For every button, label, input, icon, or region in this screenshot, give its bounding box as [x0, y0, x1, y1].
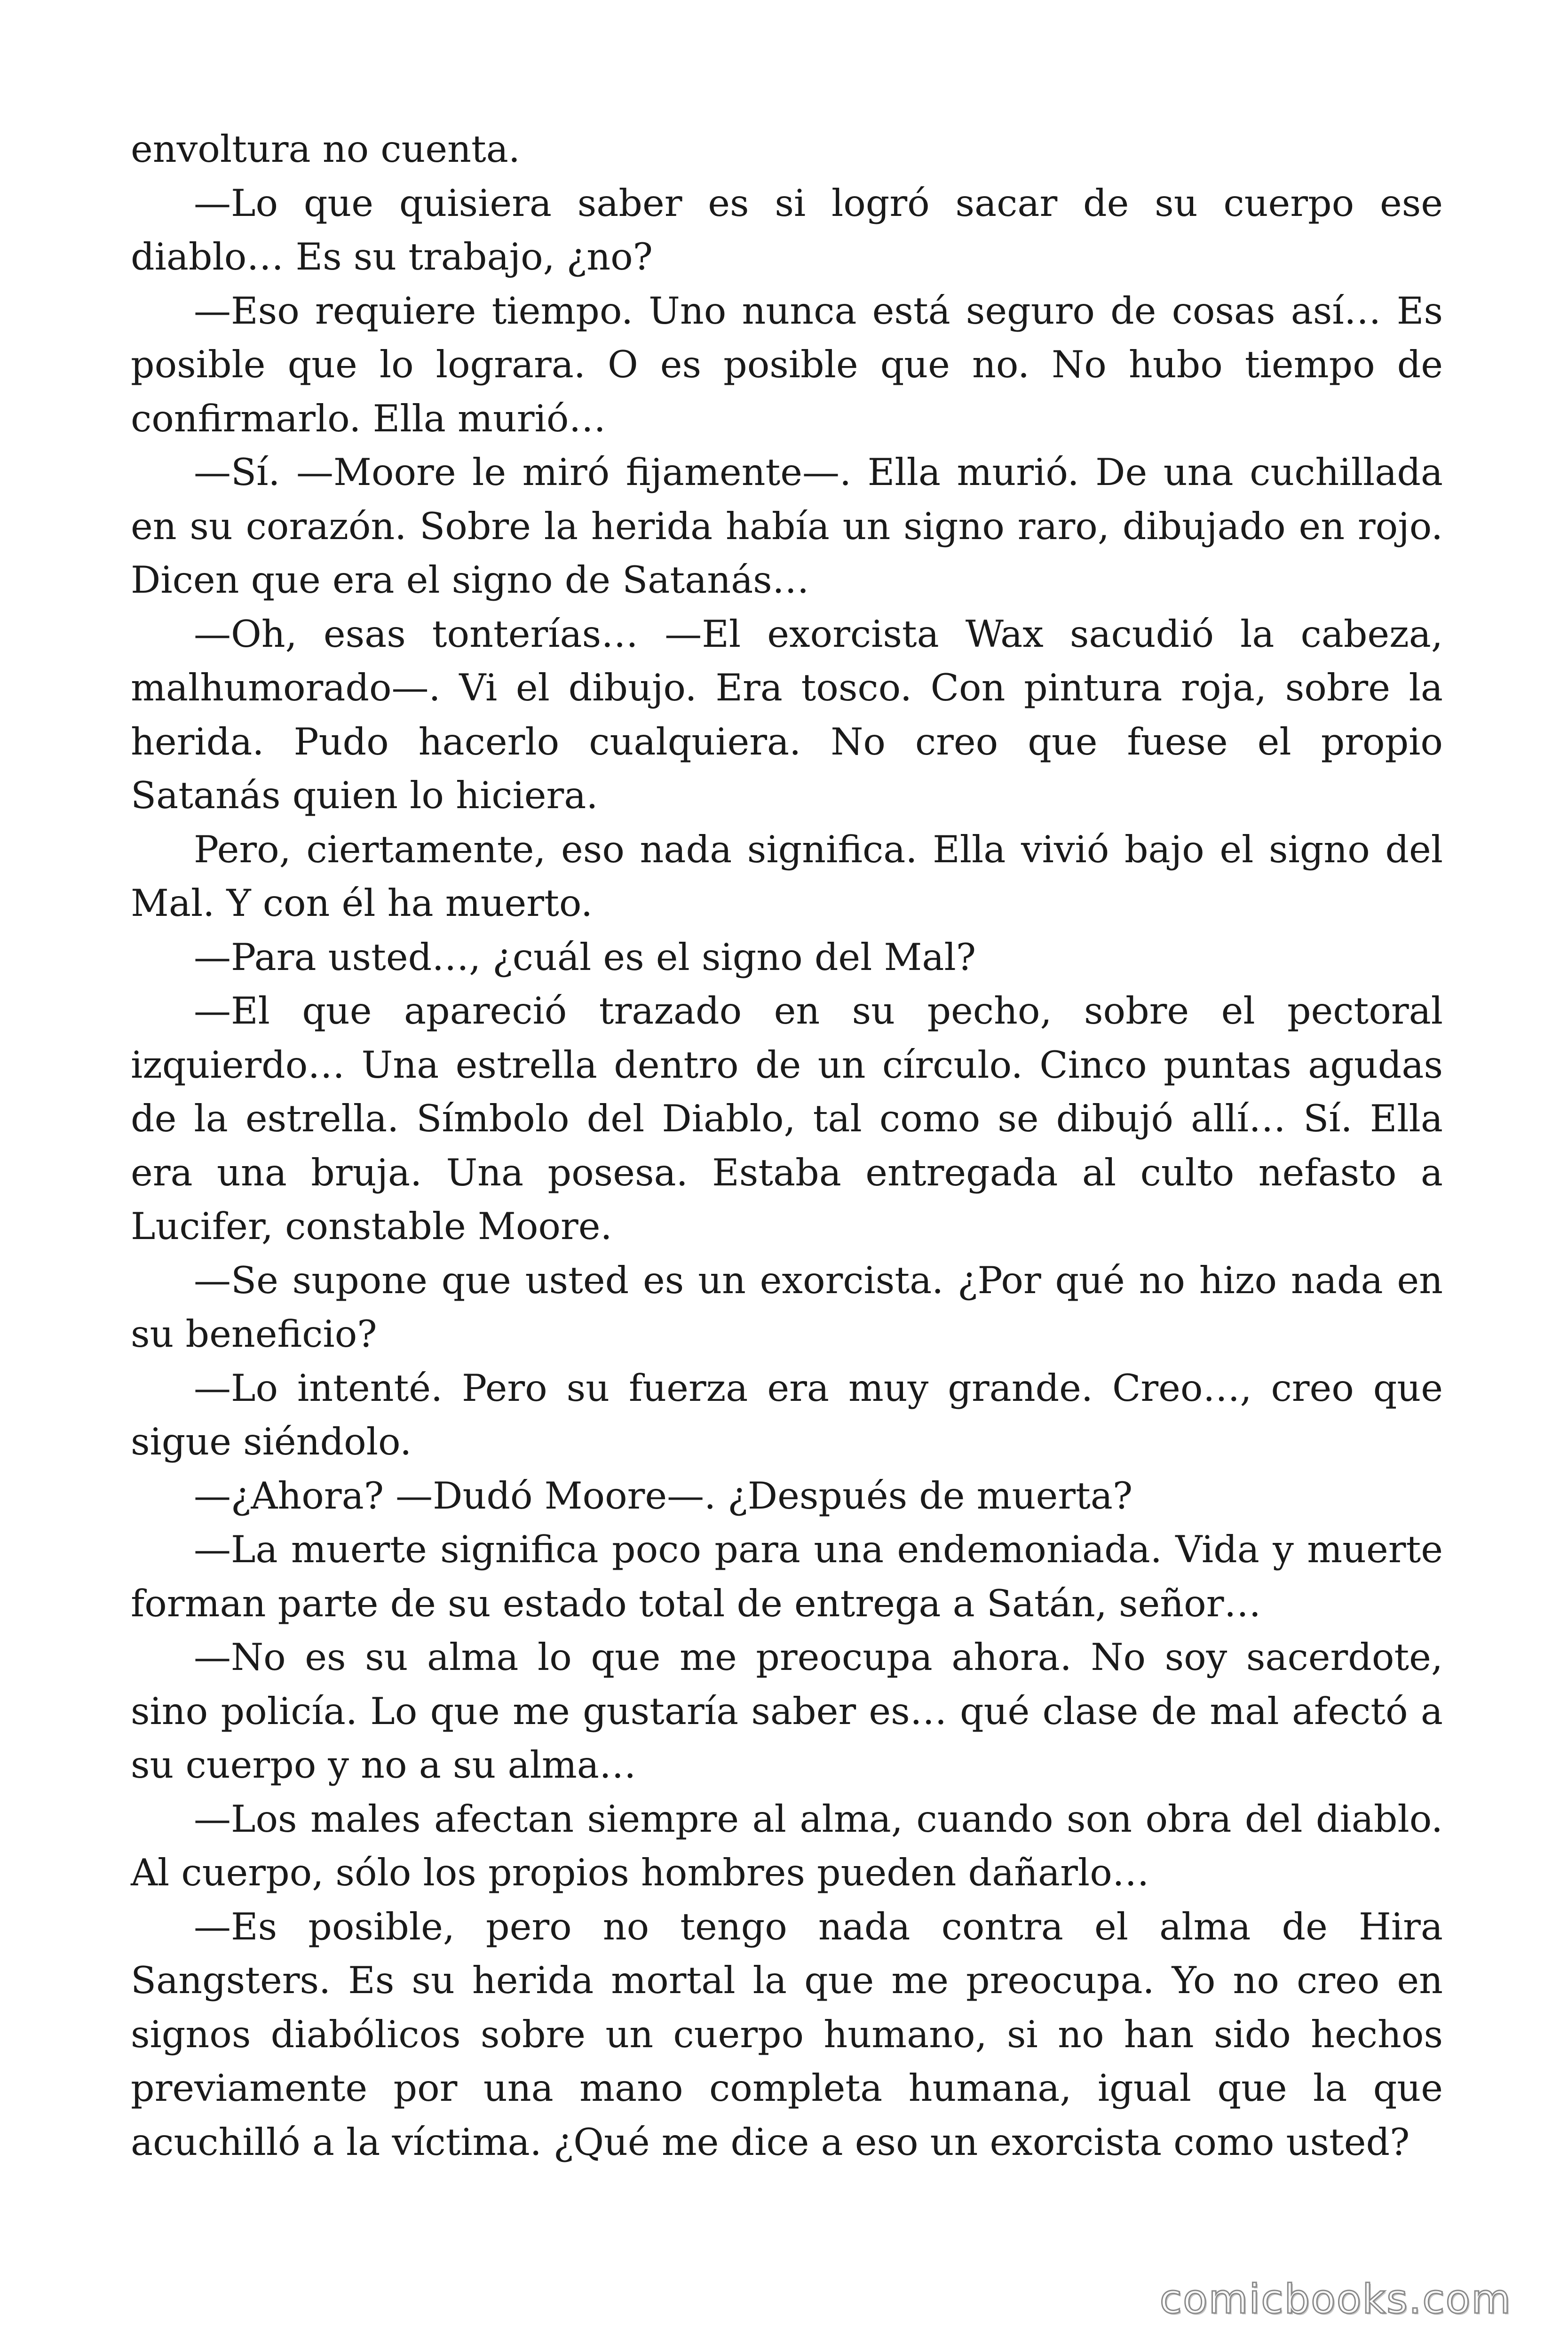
paragraph-10: —Lo intenté. Pero su fuerza era muy grande. Creo…, creo que sigue siéndolo. [131, 1366, 1443, 1463]
paragraph-5: —Oh, esas tonterías… —El exorcista Wax sacudió la cabeza, malhumorado—. Vi el dibujo. Era tosco. Con pintura roja, sobre la herida. Pudo hacerlo cualquiera. No creo que fuese el propio Satanás quien lo hiciera. [131, 612, 1443, 817]
paragraph-7: —Para usted…, ¿cuál es el signo del Mal? [194, 935, 976, 979]
paragraph-3: —Eso requiere tiempo. Uno nunca está seguro de cosas así… Es posible que lo lograra. O es posible que no. No hubo tiempo de confirmarlo. Ella murió… [131, 289, 1443, 440]
paragraph-2: —Lo que quisiera saber es si logró sacar de su cuerpo ese diablo… Es su trabajo, ¿no? [131, 181, 1443, 278]
paragraph-8: —El que apareció trazado en su pecho, sobre el pectoral izquierdo… Una estrella dentro de un círculo. Cinco puntas agudas de la estrella. Símbolo del Diablo, tal como se dibujó allí… Sí. Ella era una bruja. Una posesa. Estaba entregada al culto nefasto a Lucifer, constable Moore. [131, 989, 1443, 1248]
paragraph-9: —Se supone que usted es un exorcista. ¿Por qué no hizo nada en su beneficio? [131, 1258, 1443, 1356]
paragraph-4: —Sí. —Moore le miró fijamente—. Ella murió. De una cuchillada en su corazón. Sobre la herida había un signo raro, dibujado en rojo. Dicen que era el signo de Satanás… [131, 451, 1443, 602]
page-body [131, 122, 1443, 2169]
paragraph-11: —¿Ahora? —Dudó Moore—. ¿Después de muerta? [194, 1474, 1133, 1518]
watermark-logo: comicbooks.com [1159, 2276, 1512, 2323]
paragraph-12: —La muerte significa poco para una endemoniada. Vida y muerte forman parte de su estado total de entrega a Satán, señor… [131, 1528, 1443, 1625]
paragraph-14: —Los males afectan siempre al alma, cuando son obra del diablo. Al cuerpo, sólo los propios hombres pueden dañarlo… [131, 1797, 1443, 1894]
paragraph-15: —Es posible, pero no tengo nada contra el alma de Hira Sangsters. Es su herida mortal la que me preocupa. Yo no creo en signos diabólicos sobre un cuerpo humano, si no han sido hechos previamente por una mano completa humana, igual que la que acuchilló a la víctima. ¿Qué me dice a eso un exorcista como usted? [131, 1905, 1443, 2164]
paragraph-6: Pero, ciertamente, eso nada significa. Ella vivió bajo el signo del Mal. Y con él ha muerto. [131, 827, 1443, 925]
paragraph-13: —No es su alma lo que me preocupa ahora. No soy sacerdote, sino policía. Lo que me gustaría saber es… qué clase de mal afectó a su cuerpo y no a su alma… [131, 1636, 1443, 1787]
paragraph-1: envoltura no cuenta. [131, 127, 520, 171]
